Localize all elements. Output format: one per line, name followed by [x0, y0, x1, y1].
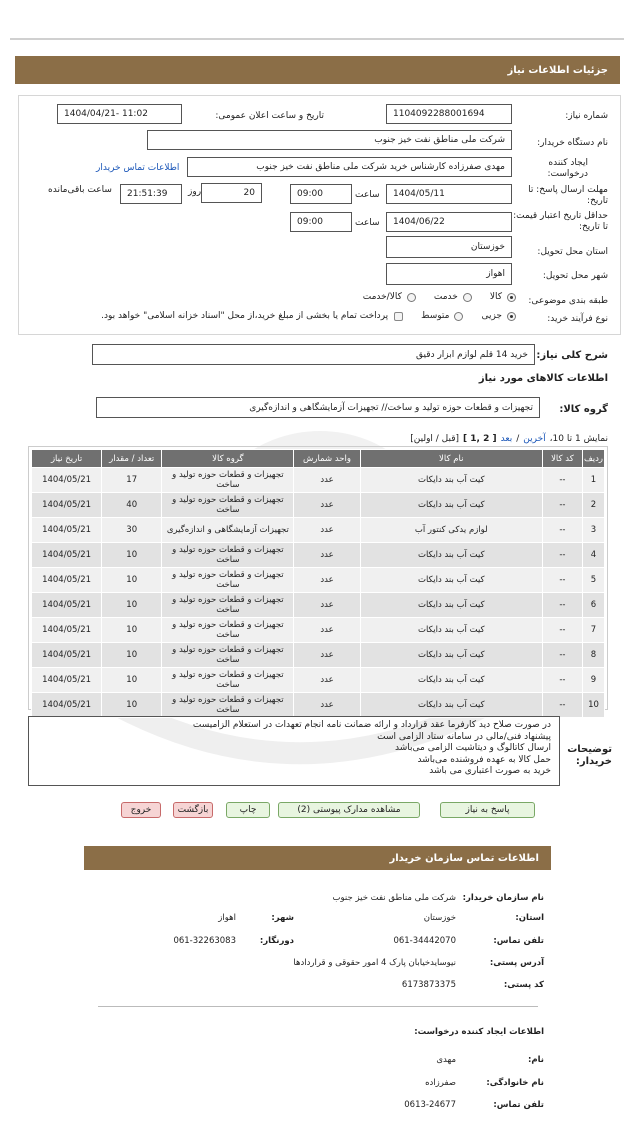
table-row — [32, 468, 605, 493]
contact-postal: 6173873375 — [401, 980, 456, 990]
cell-item-name: کیت آب بند دایکات — [360, 468, 542, 493]
need-number-field: 1104092288001694 — [386, 104, 512, 124]
creator-family-label: نام خانوادگی: — [486, 1078, 544, 1088]
cell-row-index: 6 — [582, 593, 604, 618]
details-frame — [18, 95, 621, 335]
cell-item-date: 1404/05/21 — [32, 518, 102, 543]
need-number-label: شماره نیاز: — [565, 111, 608, 121]
col-name: نام کالا — [360, 450, 542, 468]
exit-button[interactable]: خروج — [121, 802, 161, 818]
announce-field: 1404/04/21- 11:02 — [57, 104, 182, 124]
cell-item-group: تجهیزات و قطعات حوزه تولید و ساخت — [162, 593, 294, 618]
contact-province-label: استان: — [515, 913, 544, 923]
cell-item-unit: عدد — [294, 668, 360, 693]
reply-button[interactable]: پاسخ به نیاز — [440, 802, 535, 818]
days-field: 20 — [201, 183, 262, 203]
validity-date: 1404/06/22 — [386, 212, 512, 232]
cell-item-unit: عدد — [294, 468, 360, 493]
cell-item-name: لوازم یدکی کنتور آب — [360, 518, 542, 543]
cell-item-unit: عدد — [294, 568, 360, 593]
category-option-service[interactable]: خدمت — [434, 292, 472, 302]
cell-item-date: 1404/05/21 — [32, 668, 102, 693]
buyer-contact-link[interactable]: اطلاعات تماس خریدار — [96, 163, 180, 173]
validity-time: 09:00 — [290, 212, 352, 232]
cell-item-group: تجهیزات و قطعات حوزه تولید و ساخت — [162, 643, 294, 668]
pagination-last[interactable]: آخرین — [523, 434, 546, 444]
table-row — [32, 693, 605, 718]
send-deadline-time-label: ساعت — [355, 190, 380, 200]
pagination-prefix: نمایش 1 تا 10، — [549, 434, 608, 444]
creator-phone: 0613-24677 — [404, 1100, 456, 1110]
table-row — [32, 618, 605, 643]
cell-item-unit: عدد — [294, 518, 360, 543]
cell-item-date: 1404/05/21 — [32, 618, 102, 643]
cell-item-date: 1404/05/21 — [32, 693, 102, 718]
cell-item-unit: عدد — [294, 643, 360, 668]
contact-city-label: شهر: — [271, 913, 294, 923]
contact-phone-label: تلفن تماس: — [493, 936, 544, 946]
contact-postal-label: کد پستی: — [503, 980, 544, 990]
creator-family: صفرزاده — [425, 1078, 456, 1088]
cell-item-qty: 10 — [102, 668, 162, 693]
validity-label: حداقل تاریخ اعتبار قیمت: تا تاریخ: — [513, 211, 608, 232]
table-row — [32, 493, 605, 518]
details-header-title: جزئیات اطلاعات نیاز — [507, 64, 608, 76]
contact-header-title: اطلاعات تماس سازمان خریدار — [389, 852, 539, 864]
details-header-bar — [15, 56, 620, 84]
cell-item-qty: 10 — [102, 643, 162, 668]
treasury-option[interactable]: پرداخت تمام یا بخشی از مبلغ خرید،از محل "اسناد خزانه اسلامی" خواهد بود. — [101, 311, 403, 321]
notes-line: در صورت صلاح دید کارفرما عقد قرارداد و ارائه ضمانت نامه انجام تعهدات در استعلام الزامیست — [192, 720, 551, 730]
notes-label: توضیحات خریدار: — [567, 744, 612, 767]
cell-item-qty: 40 — [102, 493, 162, 518]
city-field: اهواز — [386, 263, 512, 285]
cell-item-unit: عدد — [294, 593, 360, 618]
cell-item-name: کیت آب بند دایکات — [360, 693, 542, 718]
summary-label: شرح کلی نیاز: — [536, 350, 608, 361]
days-label: روز — [188, 187, 202, 197]
cell-item-group: تجهیزات و قطعات حوزه تولید و ساخت — [162, 618, 294, 643]
cell-item-code: -- — [542, 593, 582, 618]
announce-label: تاریخ و ساعت اعلان عمومی: — [215, 111, 324, 121]
notes-line: ارسال کاتالوگ و دیتاشیت الزامی می‌باشد — [395, 743, 551, 753]
cell-item-name: کیت آب بند دایکات — [360, 618, 542, 643]
cell-row-index: 7 — [582, 618, 604, 643]
notes-box — [28, 716, 560, 786]
cell-row-index: 3 — [582, 518, 604, 543]
contact-org-label: نام سازمان خریدار: — [462, 893, 544, 903]
cell-item-date: 1404/05/21 — [32, 568, 102, 593]
contact-fax: 061-32263083 — [173, 936, 236, 946]
cell-item-qty: 30 — [102, 518, 162, 543]
cell-item-date: 1404/05/21 — [32, 468, 102, 493]
send-deadline-label: مهلت ارسال پاسخ: تا تاریخ: — [528, 185, 608, 206]
table-row — [32, 568, 605, 593]
contact-org: شرکت ملی مناطق نفت خیز جنوب — [332, 893, 456, 903]
cell-item-group: تجهیزات و قطعات حوزه تولید و ساخت — [162, 468, 294, 493]
cell-item-group: تجهیزات و قطعات حوزه تولید و ساخت — [162, 543, 294, 568]
table-row — [32, 518, 605, 543]
table-row — [32, 593, 605, 618]
contact-province: خوزستان — [423, 913, 456, 923]
remaining-label: ساعت باقی‌مانده — [48, 185, 112, 195]
cell-item-qty: 10 — [102, 693, 162, 718]
cell-row-index: 2 — [582, 493, 604, 518]
cell-item-group: تجهیزات و قطعات حوزه تولید و ساخت — [162, 668, 294, 693]
cell-item-unit: عدد — [294, 493, 360, 518]
cell-item-date: 1404/05/21 — [32, 643, 102, 668]
col-group: گروه کالا — [162, 450, 294, 468]
cell-item-group: تجهیزات و قطعات حوزه تولید و ساخت — [162, 493, 294, 518]
cell-item-name: کیت آب بند دایکات — [360, 593, 542, 618]
province-label: استان محل تحویل: — [537, 247, 608, 257]
attachments-button[interactable]: مشاهده مدارک پیوستی (2) — [278, 802, 420, 818]
contact-phone: 061-34442070 — [393, 936, 456, 946]
cell-item-name: کیت آب بند دایکات — [360, 493, 542, 518]
items-table-frame — [28, 446, 608, 715]
process-option-medium[interactable]: متوسط — [421, 311, 463, 321]
contact-divider — [98, 1006, 538, 1007]
city-label: شهر محل تحویل: — [542, 271, 608, 281]
print-button[interactable]: چاپ — [226, 802, 270, 818]
cell-item-name: کیت آب بند دایکات — [360, 668, 542, 693]
category-label: طبقه بندی موضوعی: — [528, 296, 608, 306]
creator-label: ایجاد کننده درخواست: — [547, 158, 588, 179]
cell-item-name: کیت آب بند دایکات — [360, 568, 542, 593]
items-table — [31, 449, 605, 718]
province-field: خوزستان — [386, 236, 512, 258]
cell-row-index: 5 — [582, 568, 604, 593]
creator-name-label: نام: — [527, 1055, 544, 1065]
contact-city: اهواز — [218, 913, 236, 923]
cell-item-code: -- — [542, 568, 582, 593]
table-row — [32, 643, 605, 668]
process-label: نوع فرآیند خرید: — [547, 314, 608, 324]
top-divider — [10, 38, 624, 40]
group-label: گروه کالا: — [559, 404, 608, 415]
contact-header-bar — [84, 846, 551, 870]
cell-item-code: -- — [542, 618, 582, 643]
cell-row-index: 1 — [582, 468, 604, 493]
col-code: کد کالا — [542, 450, 582, 468]
category-option-goods[interactable]: کالا — [490, 292, 516, 302]
col-unit: واحد شمارش — [294, 450, 360, 468]
creator-name: مهدی — [436, 1055, 456, 1065]
group-field: تجهیزات و قطعات حوزه تولید و ساخت// تجهیزات آزمایشگاهی و اندازه‌گیری — [96, 397, 540, 418]
process-option-minor[interactable]: جزیی — [481, 311, 516, 321]
category-option-both[interactable]: کالا/خدمت — [363, 292, 416, 302]
cell-item-qty: 10 — [102, 593, 162, 618]
pagination-pages[interactable]: [ 2 ,1 ] — [463, 434, 497, 444]
pagination-next[interactable]: بعد — [500, 434, 513, 444]
validity-time-label: ساعت — [355, 218, 380, 228]
cell-item-name: کیت آب بند دایکات — [360, 643, 542, 668]
contact-fax-label: دورنگار: — [259, 936, 294, 946]
cell-item-qty: 10 — [102, 543, 162, 568]
cell-row-index: 10 — [582, 693, 604, 718]
cell-item-unit: عدد — [294, 693, 360, 718]
cell-item-qty: 17 — [102, 468, 162, 493]
cell-item-code: -- — [542, 668, 582, 693]
table-row — [32, 668, 605, 693]
cell-item-unit: عدد — [294, 618, 360, 643]
table-row — [32, 543, 605, 568]
cell-item-group: تجهیزات و قطعات حوزه تولید و ساخت — [162, 693, 294, 718]
cell-item-code: -- — [542, 518, 582, 543]
cell-item-date: 1404/05/21 — [32, 593, 102, 618]
cell-item-group: تجهیزات و قطعات حوزه تولید و ساخت — [162, 568, 294, 593]
items-table-header — [32, 450, 605, 468]
cell-row-index: 9 — [582, 668, 604, 693]
col-row: ردیف — [582, 450, 604, 468]
cell-item-unit: عدد — [294, 543, 360, 568]
cell-item-code: -- — [542, 493, 582, 518]
buyer-org-field: شرکت ملی مناطق نفت خیز جنوب — [147, 130, 512, 150]
cell-item-code: -- — [542, 543, 582, 568]
cell-item-code: -- — [542, 643, 582, 668]
cell-item-date: 1404/05/21 — [32, 543, 102, 568]
notes-line: پیشنهاد فنی/مالی در سامانه ستاد الزامی است — [377, 731, 551, 742]
notes-line: خرید به صورت اعتباری می باشد — [429, 766, 551, 776]
contact-address-label: آدرس پستی: — [489, 958, 544, 968]
pagination: نمایش 1 تا 10، آخرین / بعد [ 2 ,1 ] [قبل / اولین] — [410, 434, 608, 444]
col-qty: تعداد / مقدار — [102, 450, 162, 468]
cell-item-name: کیت آب بند دایکات — [360, 543, 542, 568]
cell-item-qty: 10 — [102, 618, 162, 643]
creator-phone-label: تلفن تماس: — [493, 1100, 544, 1110]
cell-row-index: 4 — [582, 543, 604, 568]
cell-item-qty: 10 — [102, 568, 162, 593]
cell-row-index: 8 — [582, 643, 604, 668]
col-date: تاریخ نیاز — [32, 450, 102, 468]
buyer-org-label: نام دستگاه خریدار: — [537, 138, 608, 148]
creator-info-title: اطلاعات ایجاد کننده درخواست: — [414, 1027, 544, 1037]
contact-address: نیوسایدخیابان پارک 4 امور حقوقی و قراردادها — [293, 958, 456, 968]
notes-line: حمل کالا به عهده فروشنده می‌باشد — [417, 754, 551, 765]
cell-item-group: تجهیزات آزمایشگاهی و اندازه‌گیری — [162, 518, 294, 543]
remaining-time-field: 21:51:39 — [120, 184, 182, 204]
creator-field: مهدی صفرزاده کارشناس خرید شرکت ملی مناطق نفت خیز جنوب — [187, 157, 512, 177]
summary-field: خرید 14 قلم لوازم ابزار دقیق — [92, 344, 535, 365]
send-deadline-time: 09:00 — [290, 184, 352, 204]
pagination-first-prev: [قبل / اولین] — [410, 434, 460, 444]
goods-info-title: اطلاعات کالاهای مورد نیاز — [478, 373, 608, 384]
cell-item-code: -- — [542, 468, 582, 493]
cell-item-code: -- — [542, 693, 582, 718]
back-button[interactable]: بازگشت — [173, 802, 213, 818]
cell-item-date: 1404/05/21 — [32, 493, 102, 518]
send-deadline-date: 1404/05/11 — [386, 184, 512, 204]
